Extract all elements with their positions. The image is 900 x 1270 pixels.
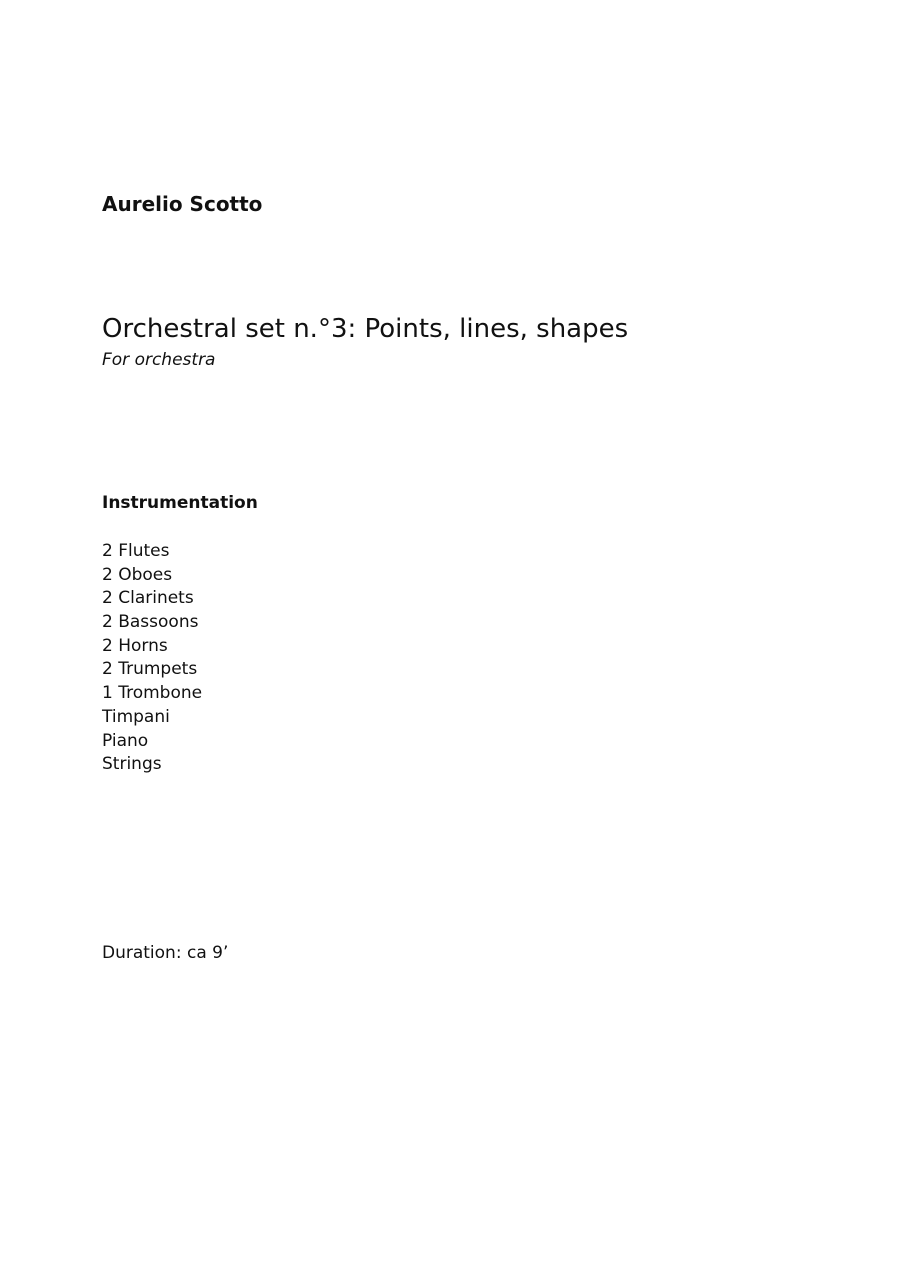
- instrument-item: 2 Clarinets: [102, 588, 194, 609]
- instrument-item: Strings: [102, 754, 162, 775]
- instrument-item: 2 Trumpets: [102, 659, 198, 680]
- instrument-item: 2 Oboes: [102, 564, 173, 585]
- instrumentation-heading: Instrumentation: [102, 493, 258, 513]
- piece-subtitle: For orchestra: [102, 350, 216, 370]
- instrument-item: 2 Bassoons: [102, 612, 199, 633]
- duration-text: Duration: ca 9’: [102, 943, 229, 963]
- instrument-item: Piano: [102, 730, 149, 751]
- piece-title: Orchestral set n.°3: Points, lines, shapes: [102, 314, 629, 344]
- instrument-item: 2 Horns: [102, 635, 168, 656]
- instrument-item: Timpani: [102, 706, 170, 727]
- composer-name: Aurelio Scotto: [102, 192, 263, 216]
- instrumentation-list: [102, 540, 202, 777]
- instrument-item: 2 Flutes: [102, 541, 170, 561]
- instrument-item: 1 Trombone: [102, 683, 203, 704]
